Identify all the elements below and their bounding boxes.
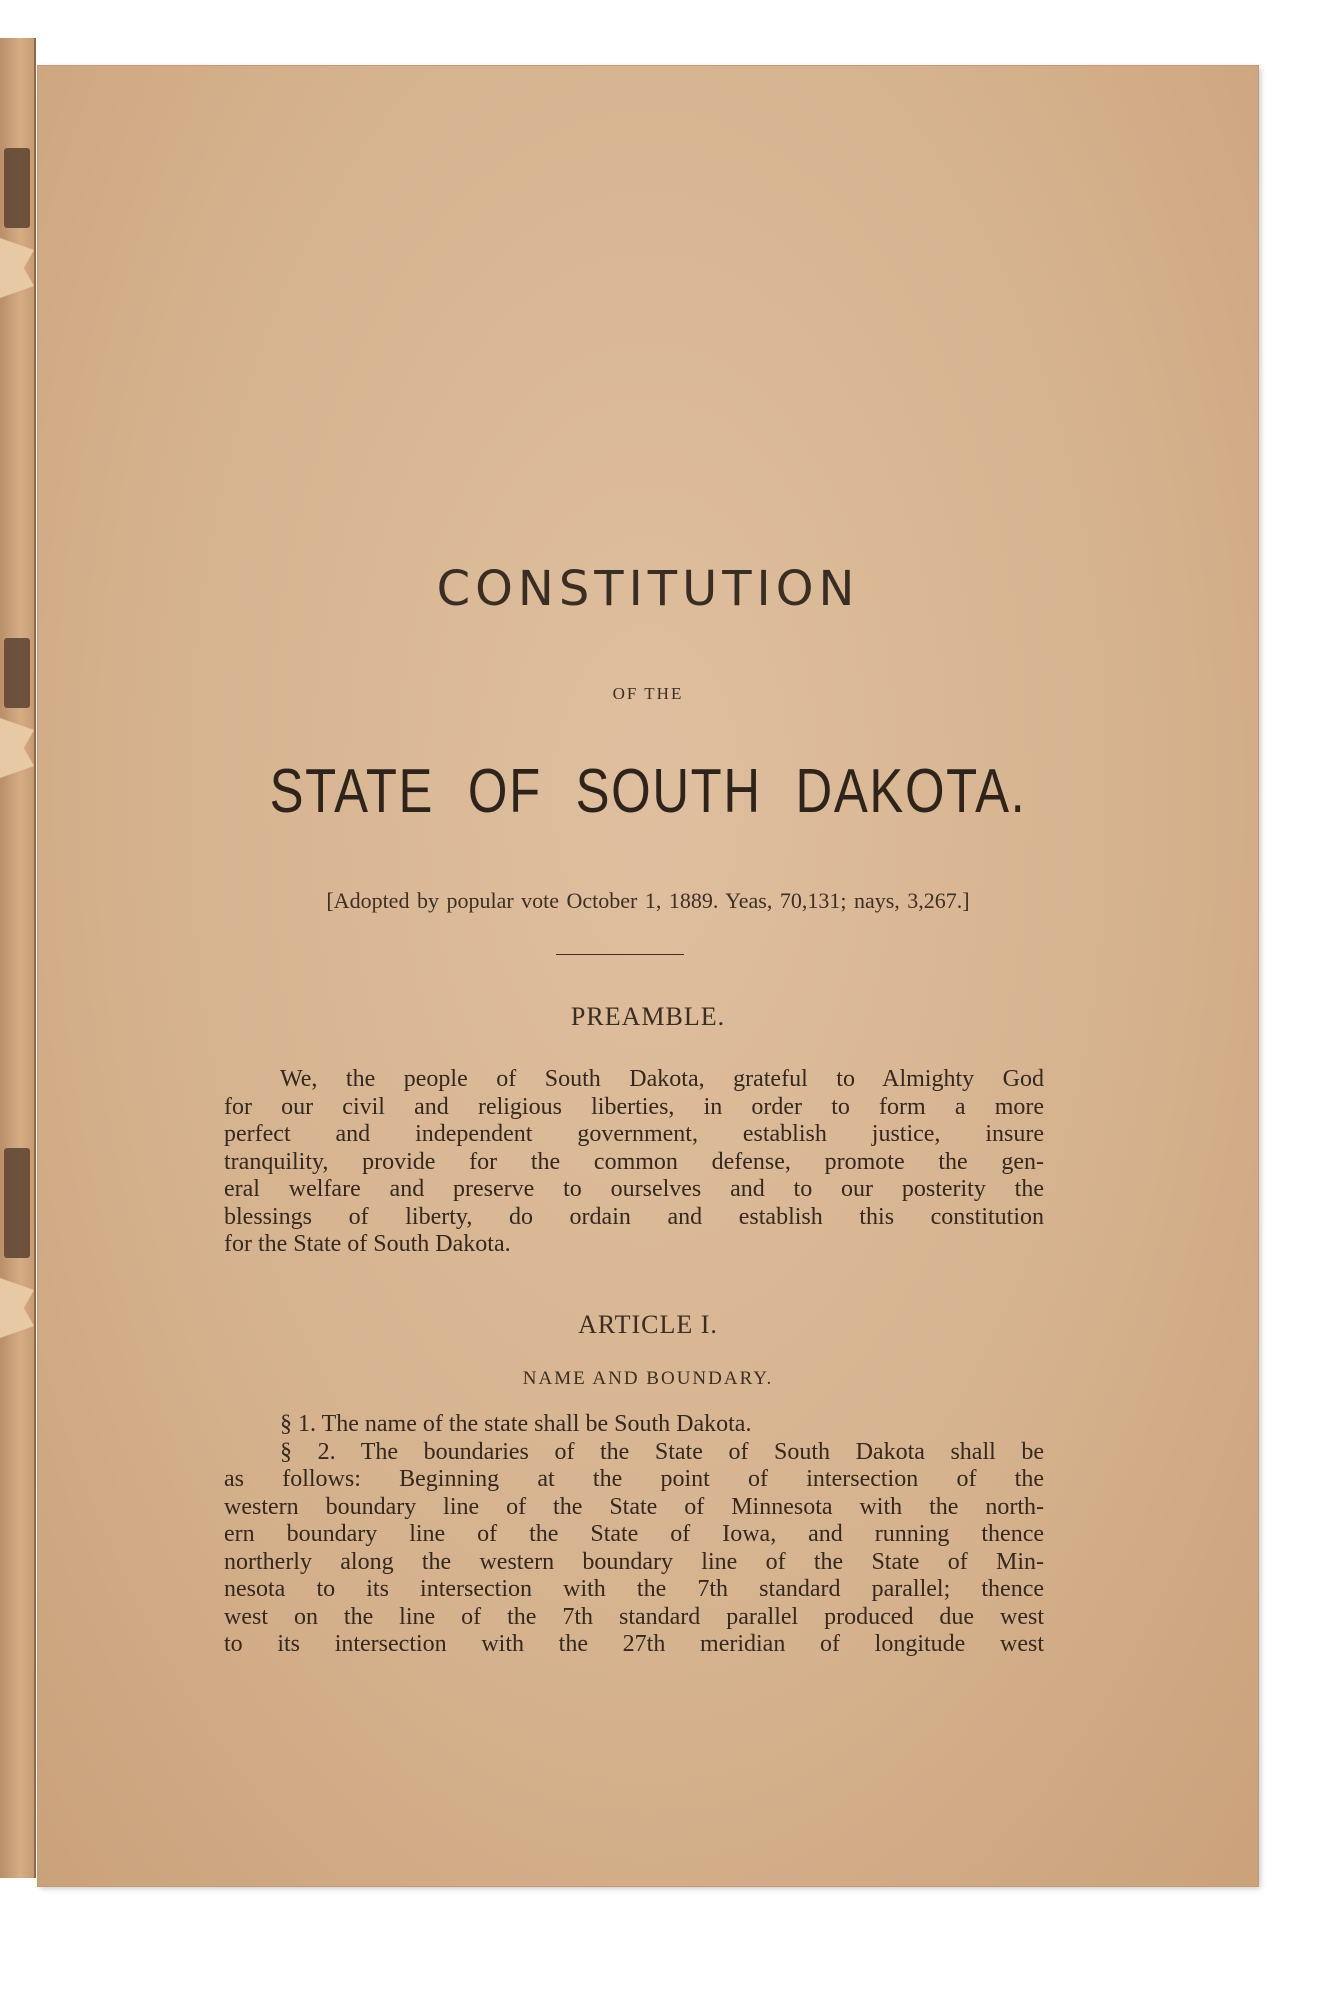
section-2-line: northerly along the western boundary line of the State of Min-: [224, 1548, 1044, 1575]
preamble-line: tranquility, provide for the common defense, promote the gen-: [224, 1148, 1044, 1175]
section-1: § 1. The name of the state shall be South Dakota.: [280, 1411, 752, 1437]
paper-tear: [0, 1278, 34, 1338]
binding-stitch: [4, 1148, 30, 1258]
of-the-label: OF THE: [612, 684, 684, 703]
article-subheading: NAME AND BOUNDARY.: [522, 1368, 774, 1389]
paper-tear: [0, 238, 34, 298]
preamble-line: blessings of liberty, do ordain and establish this constitution: [224, 1203, 1044, 1230]
preamble-line: eral welfare and preserve to ourselves and to our posterity the: [224, 1176, 1044, 1202]
article-text: [224, 1411, 1044, 1659]
binding-stitch: [4, 148, 30, 228]
preamble-line: for our civil and religious liberties, in order to form a more: [224, 1093, 1044, 1120]
facing-page-edge: [0, 38, 36, 1878]
section-2-line: nesota to its intersection with the 7th standard parallel; thence: [224, 1576, 1044, 1602]
document-page: [38, 66, 1258, 1886]
adoption-note: [Adopted by popular vote October 1, 1889. Yeas, 70,131; nays, 3,267.]: [326, 888, 970, 913]
section-2-line: to its intersection with the 27th meridian of longitude west: [224, 1631, 1044, 1657]
section-2-line: as follows: Beginning at the point of intersection of the: [224, 1466, 1044, 1492]
document-title: CONSTITUTION: [436, 561, 860, 617]
preamble-line: We, the people of South Dakota, grateful to Almighty God: [280, 1066, 1044, 1092]
preamble-heading: PREAMBLE.: [570, 1002, 726, 1031]
section-2-line: western boundary line of the State of Minnesota with the north-: [224, 1493, 1044, 1520]
article-heading: ARTICLE I.: [578, 1310, 718, 1339]
binding-stitch: [4, 638, 30, 708]
preamble-line: perfect and independent government, establish justice, insure: [224, 1121, 1044, 1147]
preamble-line: for the State of South Dakota.: [224, 1231, 511, 1257]
state-name: STATE OF SOUTH DAKOTA.: [269, 757, 1027, 826]
preamble-text: [224, 1066, 1044, 1259]
section-2-line: west on the line of the 7th standard parallel produced due west: [224, 1603, 1044, 1630]
paper-tear: [0, 718, 34, 778]
section-2-line: ern boundary line of the State of Iowa, and running thence: [224, 1521, 1044, 1547]
divider-rule: [556, 954, 684, 955]
section-2-line: § 2. The boundaries of the State of South Dakota shall be: [280, 1438, 1044, 1465]
